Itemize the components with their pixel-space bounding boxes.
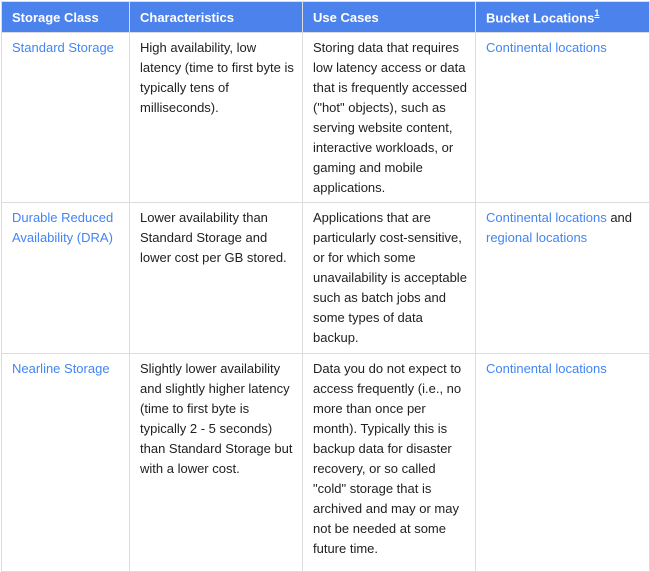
cell-use-cases: Data you do not expect to access frequently (i.e., no more than once per month). Typically this is backup data for disaster recovery, or so called "cold" storage that is archived and may or may not be needed at some future time. (303, 354, 476, 572)
cell-use-cases: Applications that are particularly cost-sensitive, or for which some unavailability is acceptable such as batch jobs and some types of data backup. (303, 203, 476, 354)
header-characteristics: Characteristics (130, 2, 303, 33)
cell-characteristics: Slightly lower availability and slightly higher latency (time to first byte is typically 2 - 5 seconds) than Standard Storage but with a lower cost. (130, 354, 303, 572)
storage-class-link[interactable]: Nearline Storage (12, 361, 110, 376)
cell-use-cases: Storing data that requires low latency access or data that is frequently accessed ("hot" objects), such as serving website content, interactive workloads, or gaming and mobile applications. (303, 33, 476, 203)
cell-storage-class (2, 33, 130, 203)
header-bucket-locations-label: Bucket Locations (486, 10, 595, 26)
table-row (2, 203, 650, 354)
cell-storage-class (2, 354, 130, 572)
cell-characteristics: Lower availability than Standard Storage and lower cost per GB stored. (130, 203, 303, 354)
cell-characteristics: High availability, low latency (time to first byte is typically tens of milliseconds). (130, 33, 303, 203)
header-storage-class: Storage Class (2, 2, 130, 33)
cell-bucket-locations (476, 203, 650, 354)
header-use-cases: Use Cases (303, 2, 476, 33)
continental-locations-link[interactable]: Continental locations (486, 40, 607, 55)
footnote-link[interactable]: 1 (594, 7, 600, 18)
cell-storage-class (2, 203, 130, 354)
cell-bucket-locations (476, 354, 650, 572)
continental-locations-link[interactable]: Continental locations (486, 210, 607, 225)
storage-class-link[interactable]: Standard Storage (12, 40, 114, 55)
header-bucket-locations (476, 2, 650, 33)
cell-bucket-locations (476, 33, 650, 203)
table-row (2, 354, 650, 572)
storage-classes-table (1, 1, 650, 572)
regional-locations-link[interactable]: regional locations (486, 230, 588, 245)
table-header-row (2, 2, 650, 33)
table-row (2, 33, 650, 203)
continental-locations-link[interactable]: Continental locations (486, 361, 607, 376)
locations-joiner: and (606, 210, 633, 225)
storage-class-link[interactable]: Durable Reduced Availability (DRA) (12, 210, 114, 245)
